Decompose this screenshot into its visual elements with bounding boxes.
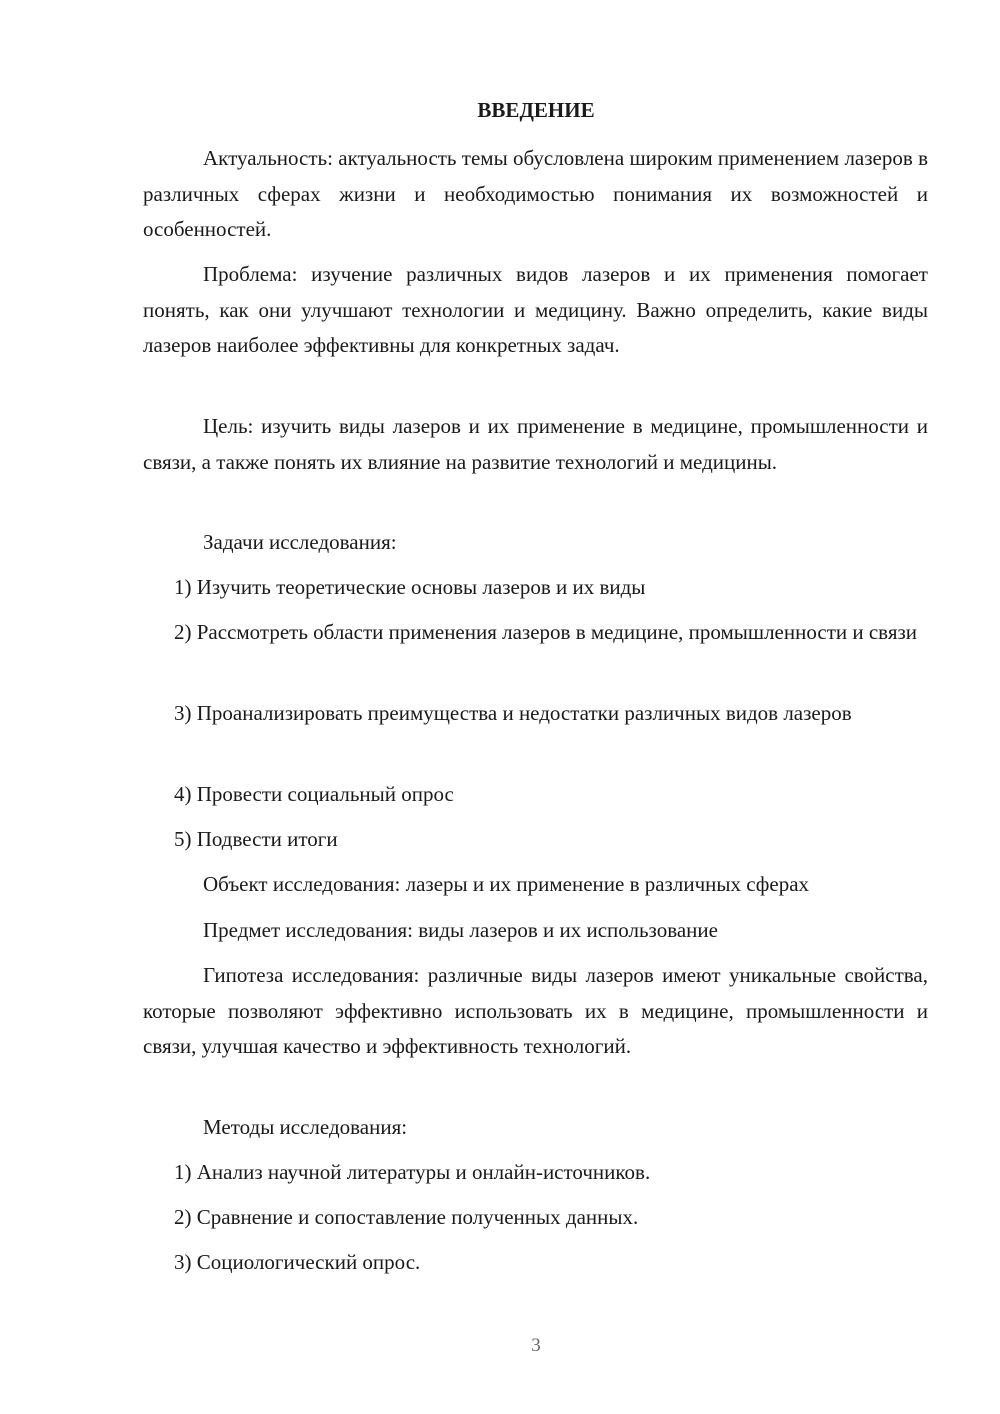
method-item: 2) Сравнение и сопоставление полученных данных. (174, 1205, 639, 1229)
paragraph-subject: Предмет исследования: виды лазеров и их использование (203, 918, 718, 942)
methods-heading: Методы исследования: (203, 1115, 408, 1139)
task-item: 3) Проанализировать преимущества и недостатки различных видов лазеров (174, 701, 852, 725)
task-item: 4) Провести социальный опрос (174, 782, 454, 806)
task-item: 2) Рассмотреть области применения лазеров в медицине, промышленности и связи (174, 620, 918, 644)
paragraph-relevance: Актуальность: актуальность темы обусловлена широким применением лазеров в различных сферах жизни и необходимостью понимания их возможностей и особенностей. (143, 146, 928, 241)
page-title: ВВЕДЕНИЕ (477, 98, 595, 122)
paragraph-object: Объект исследования: лазеры и их применение в различных сферах (203, 872, 810, 896)
method-item: 3) Социологический опрос. (174, 1250, 421, 1274)
paragraph-problem: Проблема: изучение различных видов лазеров и их применения помогает понять, как они улучшают технологии и медицину. Важно определить, какие виды лазеров наиболее эффективны для конкретных задач. (143, 262, 928, 357)
paragraph-hypothesis: Гипотеза исследования: различные виды лазеров имеют уникальные свойства, которые позволяют эффективно использовать их в медицине, промышленности и связи, улучшая качество и эффективность технологий. (143, 963, 928, 1058)
page-number: 3 (531, 1335, 541, 1356)
tasks-heading: Задачи исследования: (203, 530, 397, 554)
task-item: 1) Изучить теоретические основы лазеров и их виды (174, 575, 646, 599)
task-item: 5) Подвести итоги (174, 827, 338, 851)
method-item: 1) Анализ научной литературы и онлайн-источников. (174, 1160, 651, 1184)
paragraph-goal: Цель: изучить виды лазеров и их применение в медицине, промышленности и связи, а также понять их влияние на развитие технологий и медицины. (143, 414, 928, 474)
